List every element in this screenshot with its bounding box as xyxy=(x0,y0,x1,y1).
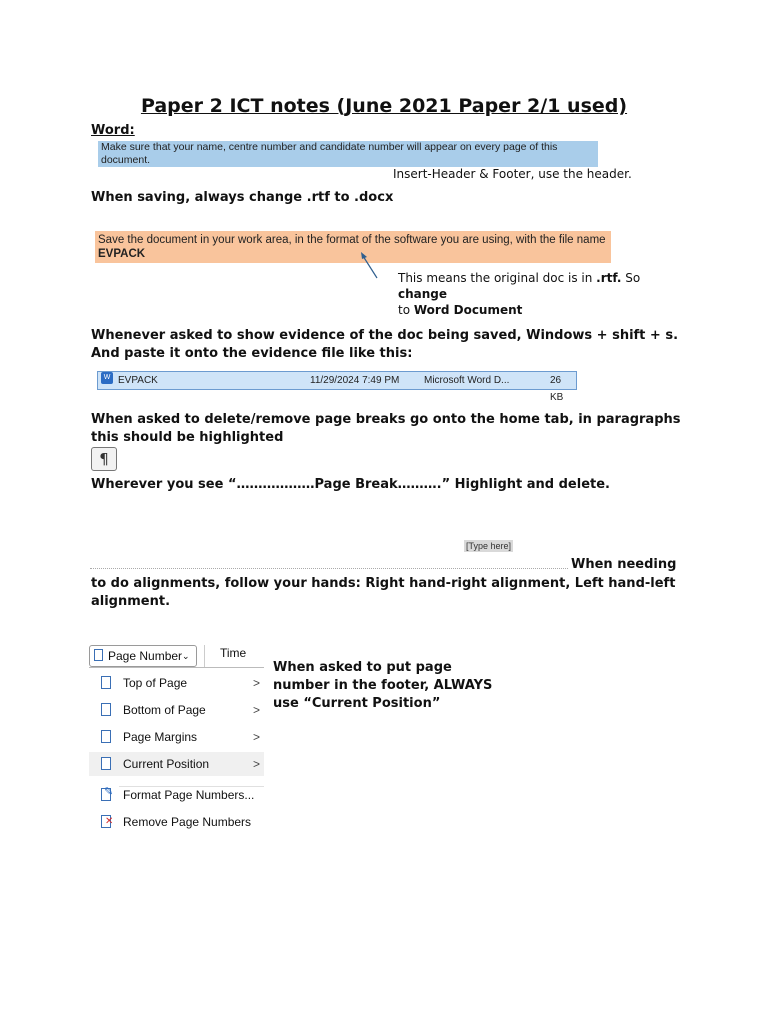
save-filename: EVPACK xyxy=(98,248,146,260)
page-number-button-label: Page Number xyxy=(108,649,183,663)
file-name: EVPACK xyxy=(118,375,158,386)
menu-item-label: Remove Page Numbers xyxy=(123,815,252,829)
menu-item-label: Page Margins xyxy=(123,730,198,744)
pointer-arrow-icon xyxy=(355,248,385,282)
word-file-icon: W xyxy=(101,372,113,384)
chevron-right-icon: > xyxy=(252,703,260,717)
menu-item-label: Format Page Numbers... xyxy=(123,788,255,802)
alignment-heading-start: When needing xyxy=(571,557,677,572)
rtf-note xyxy=(398,270,678,318)
toolbar-separator xyxy=(204,645,205,667)
menu-item-bottom-of-page[interactable] xyxy=(89,698,264,722)
menu-item-format-page-numbers[interactable] xyxy=(89,783,264,807)
menu-item-top-of-page[interactable] xyxy=(89,671,264,695)
current-position-icon xyxy=(101,757,111,770)
word-section-label: Word: xyxy=(91,123,135,138)
file-size: 26 KB xyxy=(550,375,564,403)
save-instruction-text: Save the document in your work area, in the format of the software you are using, with the file name xyxy=(98,234,606,246)
page-number-button[interactable] xyxy=(89,645,197,667)
time-button[interactable]: Time xyxy=(220,646,247,660)
menu-item-label: Top of Page xyxy=(123,676,188,690)
file-date: 11/29/2024 7:49 PM xyxy=(310,375,400,386)
menu-item-current-position[interactable] xyxy=(89,752,264,776)
chevron-down-icon: ⌄ xyxy=(182,651,190,661)
rtf-note-text: This means the original doc is in xyxy=(398,271,597,285)
top-of-page-icon xyxy=(101,676,111,689)
page-title: Paper 2 ICT notes (June 2021 Paper 2/1 used) xyxy=(140,95,628,117)
format-page-numbers-icon xyxy=(101,788,111,801)
rtf-note-text-2: So xyxy=(621,271,641,285)
header-divider xyxy=(90,568,568,569)
rtf-note-change: change xyxy=(398,287,448,301)
menu-item-remove-page-numbers[interactable] xyxy=(89,810,264,834)
alignment-heading: to do alignments, follow your hands: Right hand-right alignment, Left hand-left alignment. xyxy=(91,576,676,609)
highlighted-instruction-save xyxy=(95,231,611,263)
file-type: Microsoft Word D... xyxy=(424,375,510,386)
chevron-right-icon: > xyxy=(252,757,260,771)
highlighted-instruction-header: Make sure that your name, centre number and candidate number will appear on every page of this document. xyxy=(98,141,598,167)
page-margins-icon xyxy=(101,730,111,743)
remove-page-numbers-icon xyxy=(101,815,111,828)
menu-top-border xyxy=(89,667,264,668)
rtf-note-to: to xyxy=(398,303,414,317)
chevron-right-icon: > xyxy=(252,676,260,690)
bottom-of-page-icon xyxy=(101,703,111,716)
rtf-note-bold: .rtf. xyxy=(596,271,622,285)
header-note: Insert-Header & Footer, use the header. xyxy=(393,167,632,181)
evidence-heading: Whenever asked to show evidence of the doc being saved, Windows + shift + s. And paste it onto the evidence file like this: xyxy=(91,328,679,361)
rtf-note-word-document: Word Document xyxy=(413,303,523,317)
page-number-menu xyxy=(89,669,264,839)
header-placeholder: [Type here] xyxy=(466,541,512,551)
saving-heading: When saving, always change .rtf to .docx xyxy=(91,190,394,205)
page-break-instruction: Wherever you see “………………Page Break……….” Highlight and delete. xyxy=(91,477,610,492)
pilcrow-icon: ¶ xyxy=(91,447,117,471)
menu-item-label: Current Position xyxy=(123,757,210,771)
menu-item-label: Bottom of Page xyxy=(123,703,206,717)
menu-item-page-margins[interactable] xyxy=(89,725,264,749)
page-number-icon xyxy=(94,649,103,661)
chevron-right-icon: > xyxy=(252,730,260,744)
page-breaks-heading: When asked to delete/remove page breaks go onto the home tab, in paragraphs this should be highlighted xyxy=(91,412,681,445)
file-explorer-row xyxy=(97,371,577,403)
footer-page-number-note: When asked to put page number in the footer, ALWAYS use “Current Position” xyxy=(273,660,493,711)
